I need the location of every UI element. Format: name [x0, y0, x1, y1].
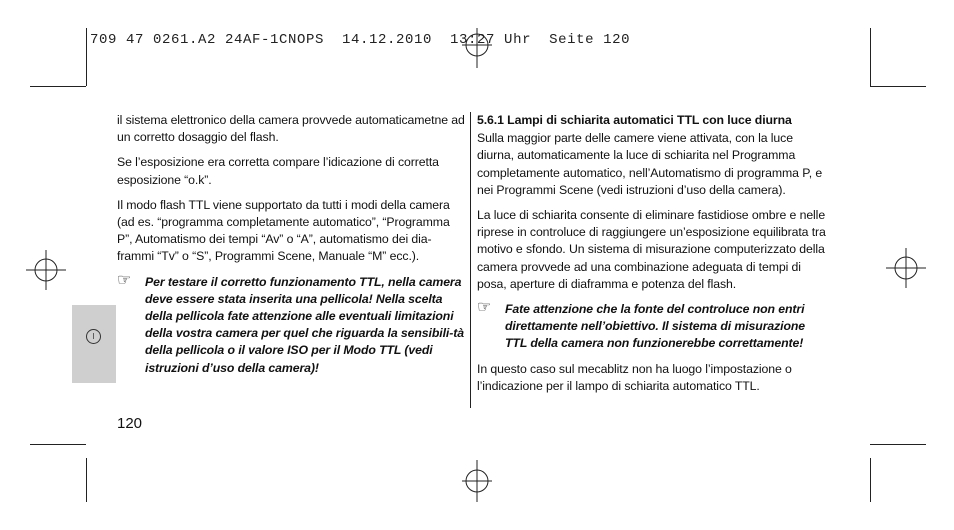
left-paragraph-3: Il modo flash TTL viene supportato da tutti i modi della camera (ad es. “programma completamente automatico”, “Programma P”, Automatismo dei tempi “Av” o “A”, automatismo dei dia-frammi “Tv” o “S”, Programmi Scene, Manuale “M” ecc.).: [117, 197, 450, 264]
registration-mark-icon: [460, 28, 494, 68]
right-paragraph-1: Sulla maggior parte delle camere viene attivata, con la luce diurna, automaticamente la luce di schiarita nel Programma completamente automatico, nell’Automatismo di programma P, e nei Programmi Scene (vedi istruzioni d’uso della camera).: [477, 131, 823, 197]
right-note-text: Fate attenzione che la fonte del controluce non entri direttamente nell’obiettivo. Il sistema di misurazione TTL della camera non funzionerebbe correttamente!: [505, 302, 806, 351]
right-paragraph-3: In questo caso sul mecablitz non ha luogo l’impostazione o l’indicazione per il lampo di schiarita automatico TTL.: [477, 361, 792, 393]
right-column: [477, 112, 829, 403]
print-header: 709 47 0261.A2 24AF-1CNOPS 14.12.2010 13:27 Uhr Seite 120: [90, 32, 631, 48]
left-paragraph-1: il sistema elettronico della camera provvede automaticametne ad un corretto dosaggio del flash.: [117, 113, 465, 145]
right-note: [477, 301, 829, 353]
registration-mark-icon: [26, 250, 66, 290]
language-label: I: [86, 329, 101, 344]
pointing-hand-icon: ☞: [477, 299, 492, 317]
right-paragraph-2: La luce di schiarita consente di eliminare fastidiose ombre e nelle riprese in controluce di raggiungere un’esposizione equilibrata tra motivo e sfondo. Un sistema di misurazione computerizzato della camera provvede ad una combinazione adeguata di tempi di posa, aperture di diaframma e potenza del flash.: [477, 208, 826, 291]
page-number: 120: [117, 415, 143, 432]
left-column: [117, 112, 467, 377]
registration-mark-icon: [460, 460, 494, 502]
column-separator: [470, 112, 471, 408]
language-tab: [72, 305, 116, 383]
pointing-hand-icon: ☞: [117, 271, 132, 289]
section-heading: 5.6.1 Lampi di schiarita automatici TTL con luce diurna: [477, 113, 792, 127]
registration-mark-icon: [886, 248, 926, 288]
left-note-text: Per testare il corretto funzionamento TTL, nella camera deve essere stata inserita una pellicola! Nella scelta della pellicola fate attenzione alle eventuali limitazioni della vostra camera per quel che riguarda la sensibili-tà della pellicola o il valore ISO per il Modo TTL (vedi istruzioni d’uso della camera)!: [145, 274, 464, 375]
left-note: [117, 271, 467, 377]
left-paragraph-2: Se l’esposizione era corretta compare l’idicazione di corretta esposizione “o.k”.: [117, 155, 439, 187]
